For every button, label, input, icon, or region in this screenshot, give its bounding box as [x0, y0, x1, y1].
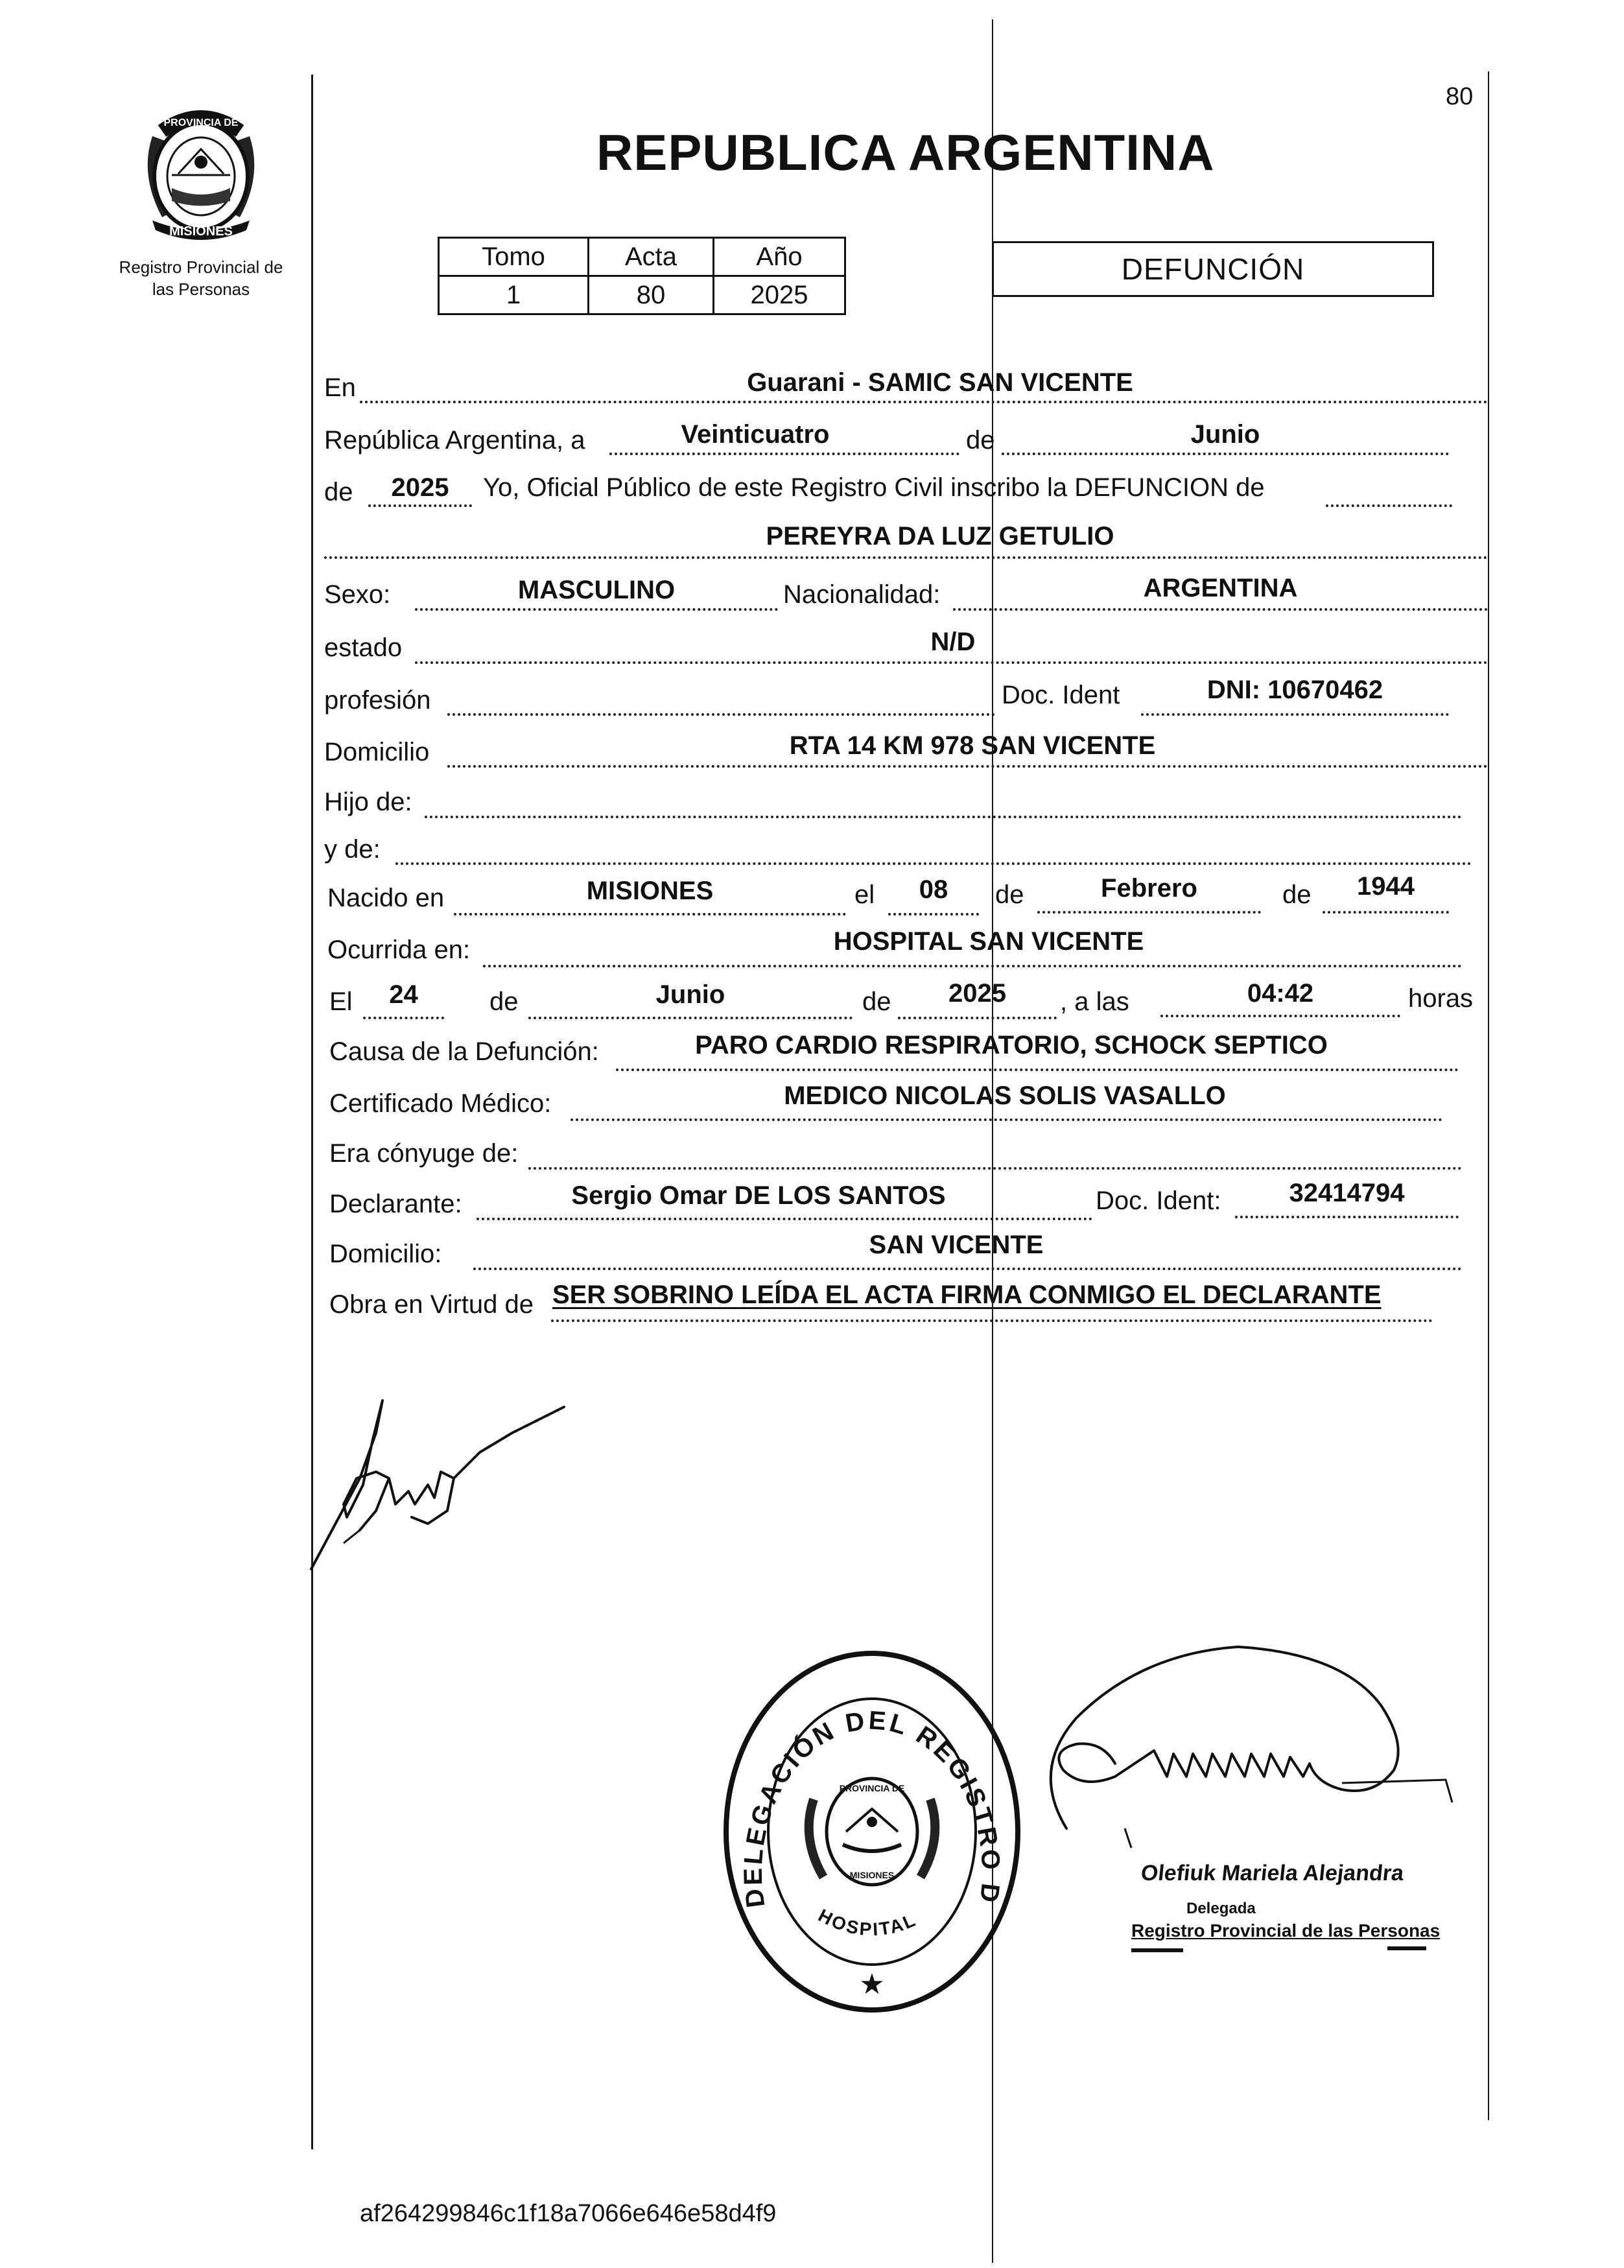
death-time-line [1160, 1015, 1400, 1017]
declarante-value: Sergio Omar DE LOS SANTOS [571, 1181, 946, 1210]
en-value: Guarani - SAMIC SAN VICENTE [747, 368, 1133, 397]
right-margin-rule [1488, 71, 1489, 2120]
nacionalidad-line [953, 608, 1488, 611]
alas-label: , a las [1060, 987, 1129, 1016]
oficial-text: Yo, Oficial Público de este Registro Civil inscribo la DEFUNCION de [483, 473, 1265, 502]
doc-ident2-label: Doc. Ident: [1096, 1187, 1221, 1215]
sexo-value: MASCULINO [517, 576, 676, 604]
ocurrida-label: Ocurrida en: [327, 936, 471, 964]
doc-ident-label: Doc. Ident [1002, 681, 1120, 709]
domicilio2-label: Domicilio: [329, 1240, 442, 1268]
hijo-line [425, 816, 1462, 818]
birth-day-line [888, 913, 979, 915]
declarante-label: Declarante: [329, 1190, 462, 1218]
conyuge-line [528, 1167, 1462, 1170]
horas-label: horas [1408, 984, 1474, 1013]
domicilio-label: Domicilio [324, 738, 430, 766]
el2-label: El [329, 987, 353, 1016]
sexo-label: Sexo: [324, 580, 391, 609]
svg-text:HOSPITAL SAN VICENTE: HOSPITAL [815, 1905, 920, 1940]
death-month: Junio [655, 980, 725, 1009]
nacionalidad-label: Nacionalidad: [783, 580, 941, 609]
volume-table-header-row [439, 238, 845, 276]
birth-month-line [1037, 911, 1261, 914]
el-label: el [854, 880, 875, 909]
document-hash: af264299846c1f18a7066e646e58d4f9 [360, 2200, 777, 2227]
acta-header: Acta [589, 238, 714, 276]
registry-label-line2: las Personas [152, 279, 250, 299]
official-name: Olefiuk Mariela Alejandra [1140, 1861, 1406, 1885]
year-line [368, 504, 472, 507]
de-label: de [966, 426, 995, 455]
ocurrida-line [483, 965, 1462, 967]
death-time: 04:42 [1247, 979, 1314, 1008]
svg-text:MISIONES: MISIONES [169, 224, 233, 239]
oficial-line [1326, 504, 1452, 507]
de4-label: de [1282, 880, 1312, 909]
delegacion-seal-icon [720, 1647, 1024, 2016]
causa-value: PARO CARDIO RESPIRATORIO, SCHOCK SEPTICO [695, 1031, 1328, 1059]
coat-of-arms-icon [126, 97, 276, 246]
nacido-value: MISIONES [586, 877, 714, 905]
death-day-line [363, 1017, 444, 1019]
hijo-label: Hijo de: [324, 788, 412, 816]
svg-text:DELEGACIÓN DEL REGISTRO DE LAS: DELEGACIÓN DEL REGISTRO D [738, 1706, 1006, 1909]
deceased-name: PEREYRA DA LUZ GETULIO [766, 522, 1114, 550]
domicilio-line [447, 765, 1488, 768]
nacionalidad-value: ARGENTINA [1143, 574, 1298, 602]
domicilio2-line [473, 1268, 1462, 1270]
death-year: 2025 [948, 979, 1006, 1008]
registry-label [91, 256, 311, 300]
volume-table [438, 237, 846, 315]
death-year-line [898, 1017, 1057, 1019]
doc-ident2-line [1235, 1216, 1459, 1218]
birth-day: 08 [919, 875, 948, 904]
page-title: REPUBLICA ARGENTINA [596, 124, 1215, 181]
certificado-label: Certificado Médico: [329, 1089, 552, 1118]
official-signature [1005, 1556, 1459, 1885]
official-org-underline [1131, 1948, 1183, 1952]
registry-label-line1: Registro Provincial de [119, 257, 283, 277]
causa-label: Causa de la Defunción: [329, 1037, 599, 1066]
day-value: Veinticuatro [681, 420, 830, 449]
nacido-line [454, 913, 846, 915]
en-label: En [324, 373, 356, 402]
acta-value: 80 [589, 276, 714, 314]
official-org-underline-right [1387, 1946, 1426, 1950]
svg-text:PROVINCIA DE: PROVINCIA DE [163, 117, 239, 128]
profesion-label: profesión [324, 686, 431, 715]
obra-line [551, 1319, 1433, 1322]
official-signature-icon [1005, 1556, 1459, 1880]
official-title: Delegada [1186, 1900, 1256, 1917]
de2-label: de [324, 478, 353, 506]
month-value: Junio [1190, 420, 1260, 449]
certificado-line [571, 1118, 1442, 1121]
anio-header: Año [714, 238, 845, 276]
yde-label: y de: [324, 835, 381, 864]
anio-value: 2025 [714, 276, 845, 314]
left-margin-rule [311, 75, 313, 2149]
obra-label: Obra en Virtud de [329, 1290, 534, 1319]
en-line [360, 401, 1488, 403]
provincia-logo [126, 97, 276, 246]
estado-label: estado [324, 633, 403, 662]
month-line [1002, 453, 1449, 455]
svg-text:PROVINCIA DE: PROVINCIA DE [839, 1783, 905, 1793]
republica-label: República Argentina, a [324, 426, 585, 455]
year-value: 2025 [391, 473, 449, 502]
day-line [609, 453, 959, 455]
estado-line [415, 661, 1488, 664]
official-org: Registro Provincial de las Personas [1131, 1920, 1441, 1941]
svg-text:MISIONES: MISIONES [849, 1870, 895, 1880]
de6-label: de [862, 987, 891, 1016]
declarante-line [477, 1218, 1092, 1220]
sexo-line [415, 608, 778, 611]
tomo-value: 1 [439, 276, 589, 314]
page-number: 80 [1446, 83, 1474, 110]
declarant-signature [298, 1349, 571, 1576]
estado-value: N/D [930, 628, 976, 656]
certificado-value: MEDICO NICOLAS SOLIS VASALLO [784, 1081, 1226, 1110]
profesion-line [447, 713, 995, 716]
tomo-header: Tomo [439, 238, 589, 276]
official-stamp [720, 1647, 1024, 2016]
doc-ident-value: DNI: 10670462 [1206, 676, 1383, 704]
domicilio-value: RTA 14 KM 978 SAN VICENTE [789, 731, 1156, 760]
birth-year-line [1323, 911, 1449, 914]
document-type-box: DEFUNCIÓN [992, 241, 1434, 297]
causa-line [616, 1069, 1459, 1071]
svg-text:★: ★ [859, 1968, 885, 2001]
death-day: 24 [389, 980, 418, 1009]
declarant-signature-icon [298, 1349, 571, 1576]
ocurrida-value: HOSPITAL SAN VICENTE [833, 927, 1144, 956]
birth-month: Febrero [1101, 874, 1197, 903]
doc-ident2-value: 32414794 [1289, 1179, 1405, 1207]
deceased-name-line [324, 556, 1488, 559]
obra-value: SER SOBRINO LEÍDA EL ACTA FIRMA CONMIGO EL DECLARANTE [552, 1281, 1382, 1309]
birth-year: 1944 [1357, 872, 1415, 901]
conyuge-label: Era cónyuge de: [329, 1139, 519, 1168]
death-month-line [528, 1017, 853, 1019]
doc-ident-line [1141, 713, 1449, 716]
nacido-label: Nacido en [327, 884, 445, 912]
yde-line [395, 862, 1472, 865]
domicilio2-value: SAN VICENTE [869, 1231, 1044, 1259]
volume-table-value-row [439, 276, 845, 314]
de3-label: de [995, 880, 1024, 909]
de5-label: de [489, 987, 519, 1016]
